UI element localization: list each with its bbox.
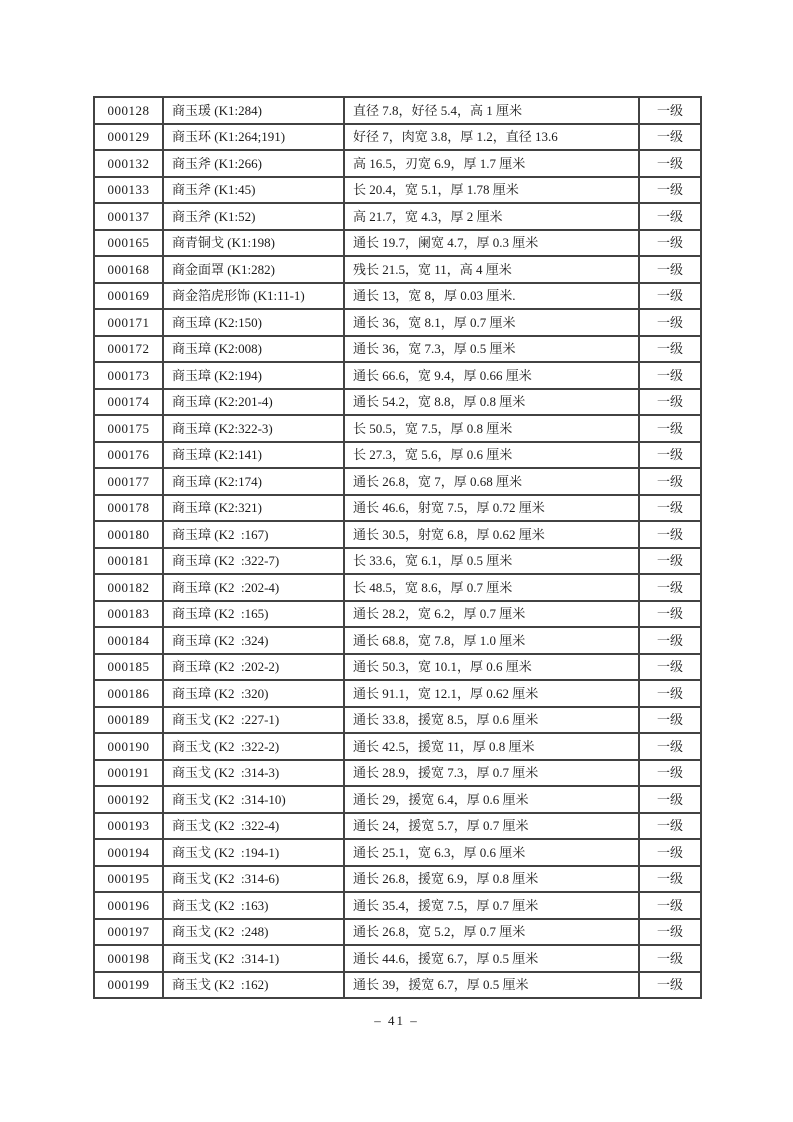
artifact-name: 商玉戈 (K2 :322-4) (163, 813, 344, 840)
artifact-grade: 一级 (639, 707, 701, 734)
artifact-dimensions: 通长 44.6，援宽 6.7，厚 0.5 厘米 (344, 945, 639, 972)
artifact-id: 000175 (94, 415, 163, 442)
table-row (94, 654, 701, 681)
table-row (94, 283, 701, 310)
artifact-grade: 一级 (639, 601, 701, 628)
table-row (94, 866, 701, 893)
artifact-id: 000184 (94, 627, 163, 654)
artifact-dimensions: 通长 35.4，援宽 7.5，厚 0.7 厘米 (344, 892, 639, 919)
artifact-grade: 一级 (639, 389, 701, 416)
artifact-grade: 一级 (639, 521, 701, 548)
artifact-id: 000199 (94, 972, 163, 999)
table-row (94, 203, 701, 230)
artifact-name: 商玉璋 (K2 :202-2) (163, 654, 344, 681)
artifact-name: 商玉戈 (K2 :322-2) (163, 733, 344, 760)
table-row (94, 468, 701, 495)
table-row (94, 919, 701, 946)
artifact-id: 000176 (94, 442, 163, 469)
artifact-dimensions: 通长 28.2，宽 6.2，厚 0.7 厘米 (344, 601, 639, 628)
table-row (94, 362, 701, 389)
artifact-name: 商玉戈 (K2 :194-1) (163, 839, 344, 866)
artifact-dimensions: 通长 30.5，射宽 6.8，厚 0.62 厘米 (344, 521, 639, 548)
artifact-name: 商玉璋 (K2:321) (163, 495, 344, 522)
artifact-name: 商玉璋 (K2:322-3) (163, 415, 344, 442)
artifact-grade: 一级 (639, 177, 701, 204)
artifact-name: 商金面罩 (K1:282) (163, 256, 344, 283)
artifact-id: 000197 (94, 919, 163, 946)
table-row (94, 733, 701, 760)
artifact-name: 商玉璋 (K2 :202-4) (163, 574, 344, 601)
artifact-grade: 一级 (639, 892, 701, 919)
table-row (94, 601, 701, 628)
artifact-id: 000132 (94, 150, 163, 177)
artifact-name: 商玉斧 (K1:52) (163, 203, 344, 230)
artifact-name: 商金箔虎形饰 (K1:11-1) (163, 283, 344, 310)
artifact-grade: 一级 (639, 680, 701, 707)
artifact-name: 商玉璋 (K2 :320) (163, 680, 344, 707)
artifact-dimensions: 通长 54.2，宽 8.8，厚 0.8 厘米 (344, 389, 639, 416)
artifact-grade: 一级 (639, 97, 701, 124)
table-row (94, 336, 701, 363)
artifact-name: 商玉斧 (K1:45) (163, 177, 344, 204)
artifact-id: 000171 (94, 309, 163, 336)
artifact-name: 商玉璋 (K2 :165) (163, 601, 344, 628)
artifact-grade: 一级 (639, 283, 701, 310)
table-row (94, 124, 701, 151)
artifact-name: 商玉戈 (K2 :314-10) (163, 786, 344, 813)
artifact-id: 000180 (94, 521, 163, 548)
artifact-grade: 一级 (639, 919, 701, 946)
artifact-grade: 一级 (639, 839, 701, 866)
artifact-dimensions: 长 20.4，宽 5.1，厚 1.78 厘米 (344, 177, 639, 204)
artifact-dimensions: 通长 42.5，援宽 11，厚 0.8 厘米 (344, 733, 639, 760)
table-row (94, 150, 701, 177)
artifact-name: 商玉戈 (K2 :248) (163, 919, 344, 946)
artifact-grade: 一级 (639, 203, 701, 230)
artifact-grade: 一级 (639, 866, 701, 893)
artifact-id: 000192 (94, 786, 163, 813)
artifact-grade: 一级 (639, 415, 701, 442)
table-row (94, 97, 701, 124)
artifact-dimensions: 通长 91.1，宽 12.1，厚 0.62 厘米 (344, 680, 639, 707)
artifact-name: 商玉戈 (K2 :163) (163, 892, 344, 919)
artifact-grade: 一级 (639, 362, 701, 389)
table-row (94, 680, 701, 707)
artifact-dimensions: 通长 24，援宽 5.7，厚 0.7 厘米 (344, 813, 639, 840)
artifact-id: 000191 (94, 760, 163, 787)
artifact-grade: 一级 (639, 442, 701, 469)
artifact-dimensions: 直径 7.8，好径 5.4，高 1 厘米 (344, 97, 639, 124)
artifact-name: 商玉璋 (K2:174) (163, 468, 344, 495)
artifact-dimensions: 通长 26.8，援宽 6.9，厚 0.8 厘米 (344, 866, 639, 893)
artifact-name: 商玉戈 (K2 :162) (163, 972, 344, 999)
artifact-id: 000183 (94, 601, 163, 628)
artifact-dimensions: 通长 39，援宽 6.7，厚 0.5 厘米 (344, 972, 639, 999)
artifact-name: 商玉璋 (K2 :322-7) (163, 548, 344, 575)
artifact-grade: 一级 (639, 150, 701, 177)
table-row (94, 945, 701, 972)
artifact-grade: 一级 (639, 468, 701, 495)
table-row (94, 972, 701, 999)
artifact-name: 商玉环 (K1:264;191) (163, 124, 344, 151)
artifact-table-body (94, 97, 701, 998)
page-number: – 41 – (374, 1013, 419, 1028)
artifact-name: 商玉璋 (K2:201-4) (163, 389, 344, 416)
table-row (94, 574, 701, 601)
table-row (94, 839, 701, 866)
artifact-grade: 一级 (639, 786, 701, 813)
artifact-dimensions: 通长 26.8，宽 5.2，厚 0.7 厘米 (344, 919, 639, 946)
artifact-dimensions: 通长 26.8，宽 7，厚 0.68 厘米 (344, 468, 639, 495)
artifact-dimensions: 通长 36，宽 7.3，厚 0.5 厘米 (344, 336, 639, 363)
artifact-grade: 一级 (639, 124, 701, 151)
artifact-id: 000186 (94, 680, 163, 707)
table-row (94, 415, 701, 442)
artifact-table (93, 96, 702, 999)
table-row (94, 627, 701, 654)
artifact-name: 商玉璋 (K2:150) (163, 309, 344, 336)
artifact-grade: 一级 (639, 336, 701, 363)
table-row (94, 389, 701, 416)
artifact-grade: 一级 (639, 760, 701, 787)
artifact-dimensions: 长 27.3，宽 5.6，厚 0.6 厘米 (344, 442, 639, 469)
artifact-grade: 一级 (639, 654, 701, 681)
artifact-id: 000185 (94, 654, 163, 681)
artifact-id: 000196 (94, 892, 163, 919)
artifact-id: 000193 (94, 813, 163, 840)
artifact-name: 商玉戈 (K2 :227-1) (163, 707, 344, 734)
table-row (94, 548, 701, 575)
artifact-id: 000178 (94, 495, 163, 522)
artifact-id: 000189 (94, 707, 163, 734)
artifact-dimensions: 通长 33.8，援宽 8.5，厚 0.6 厘米 (344, 707, 639, 734)
artifact-name: 商玉斧 (K1:266) (163, 150, 344, 177)
artifact-name: 商玉璋 (K2:141) (163, 442, 344, 469)
artifact-dimensions: 通长 66.6，宽 9.4，厚 0.66 厘米 (344, 362, 639, 389)
artifact-id: 000198 (94, 945, 163, 972)
artifact-dimensions: 长 50.5，宽 7.5，厚 0.8 厘米 (344, 415, 639, 442)
table-row (94, 813, 701, 840)
table-row (94, 309, 701, 336)
artifact-id: 000194 (94, 839, 163, 866)
table-row (94, 892, 701, 919)
artifact-grade: 一级 (639, 230, 701, 257)
table-row (94, 786, 701, 813)
artifact-name: 商玉戈 (K2 :314-1) (163, 945, 344, 972)
artifact-grade: 一级 (639, 972, 701, 999)
table-row (94, 256, 701, 283)
artifact-name: 商青铜戈 (K1:198) (163, 230, 344, 257)
artifact-id: 000174 (94, 389, 163, 416)
artifact-grade: 一级 (639, 813, 701, 840)
artifact-grade: 一级 (639, 945, 701, 972)
artifact-id: 000182 (94, 574, 163, 601)
artifact-id: 000173 (94, 362, 163, 389)
artifact-name: 商玉璋 (K2 :167) (163, 521, 344, 548)
artifact-id: 000172 (94, 336, 163, 363)
artifact-id: 000177 (94, 468, 163, 495)
table-row (94, 760, 701, 787)
artifact-grade: 一级 (639, 256, 701, 283)
artifact-dimensions: 通长 13，宽 8，厚 0.03 厘米. (344, 283, 639, 310)
artifact-id: 000190 (94, 733, 163, 760)
artifact-id: 000165 (94, 230, 163, 257)
artifact-grade: 一级 (639, 495, 701, 522)
artifact-grade: 一级 (639, 309, 701, 336)
artifact-id: 000129 (94, 124, 163, 151)
artifact-name: 商玉璋 (K2:008) (163, 336, 344, 363)
artifact-id: 000133 (94, 177, 163, 204)
artifact-dimensions: 好径 7，肉宽 3.8，厚 1.2，直径 13.6 (344, 124, 639, 151)
artifact-name: 商玉戈 (K2 :314-6) (163, 866, 344, 893)
artifact-name: 商玉璋 (K2 :324) (163, 627, 344, 654)
artifact-grade: 一级 (639, 733, 701, 760)
artifact-grade: 一级 (639, 548, 701, 575)
artifact-dimensions: 通长 50.3，宽 10.1，厚 0.6 厘米 (344, 654, 639, 681)
artifact-dimensions: 通长 68.8，宽 7.8，厚 1.0 厘米 (344, 627, 639, 654)
table-row (94, 495, 701, 522)
artifact-name: 商玉戈 (K2 :314-3) (163, 760, 344, 787)
artifact-dimensions: 长 33.6，宽 6.1，厚 0.5 厘米 (344, 548, 639, 575)
table-row (94, 177, 701, 204)
artifact-dimensions: 通长 25.1，宽 6.3，厚 0.6 厘米 (344, 839, 639, 866)
artifact-dimensions: 长 48.5，宽 8.6，厚 0.7 厘米 (344, 574, 639, 601)
artifact-name: 商玉瑗 (K1:284) (163, 97, 344, 124)
artifact-dimensions: 高 21.7，宽 4.3，厚 2 厘米 (344, 203, 639, 230)
artifact-name: 商玉璋 (K2:194) (163, 362, 344, 389)
artifact-dimensions: 残长 21.5，宽 11，高 4 厘米 (344, 256, 639, 283)
table-row (94, 230, 701, 257)
artifact-dimensions: 通长 46.6，射宽 7.5，厚 0.72 厘米 (344, 495, 639, 522)
artifact-dimensions: 通长 19.7，阑宽 4.7，厚 0.3 厘米 (344, 230, 639, 257)
artifact-id: 000169 (94, 283, 163, 310)
artifact-id: 000181 (94, 548, 163, 575)
artifact-dimensions: 通长 29，援宽 6.4，厚 0.6 厘米 (344, 786, 639, 813)
artifact-grade: 一级 (639, 574, 701, 601)
artifact-id: 000168 (94, 256, 163, 283)
artifact-id: 000128 (94, 97, 163, 124)
artifact-id: 000195 (94, 866, 163, 893)
table-row (94, 442, 701, 469)
table-row (94, 521, 701, 548)
artifact-dimensions: 通长 28.9，援宽 7.3，厚 0.7 厘米 (344, 760, 639, 787)
artifact-dimensions: 高 16.5，刃宽 6.9，厚 1.7 厘米 (344, 150, 639, 177)
artifact-dimensions: 通长 36，宽 8.1，厚 0.7 厘米 (344, 309, 639, 336)
table-row (94, 707, 701, 734)
artifact-grade: 一级 (639, 627, 701, 654)
artifact-id: 000137 (94, 203, 163, 230)
